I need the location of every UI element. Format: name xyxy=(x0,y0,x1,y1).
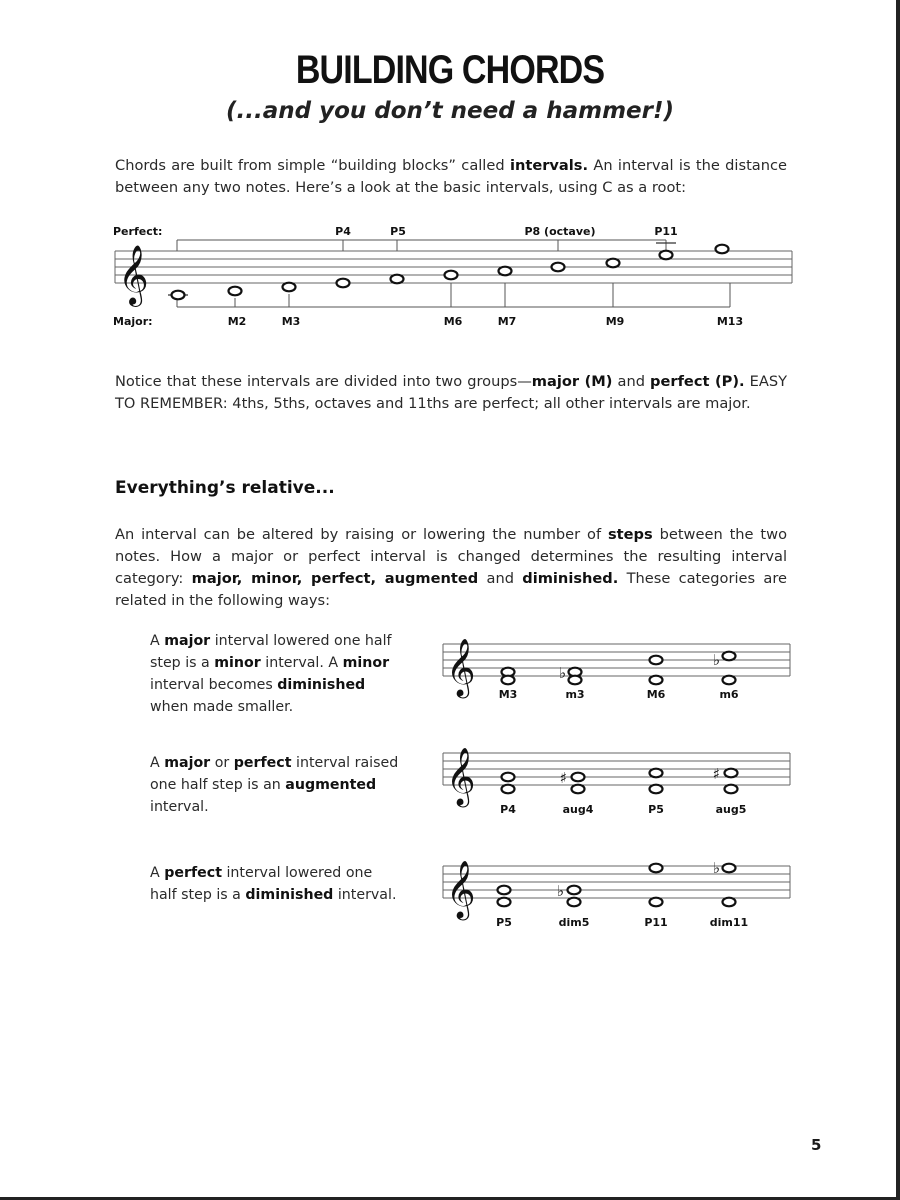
example-label: dim11 xyxy=(709,916,749,929)
rule-text-augmented: A major or perfect interval raised one half step is an augmented interval. xyxy=(150,755,399,815)
example-label: aug5 xyxy=(715,803,747,816)
note xyxy=(650,769,663,778)
note xyxy=(723,652,736,661)
example-label: P5 xyxy=(496,916,512,929)
flat-icon: ♭ xyxy=(712,651,720,669)
note xyxy=(502,785,515,794)
note xyxy=(498,898,511,907)
sharp-icon: ♯ xyxy=(559,769,567,787)
perfect-row-label: Perfect: xyxy=(113,225,163,238)
interval-label: P11 xyxy=(654,225,678,238)
note xyxy=(725,769,738,778)
example-label: P5 xyxy=(648,803,664,816)
note xyxy=(572,785,585,794)
note xyxy=(568,886,581,895)
page-subtitle: (...and you don’t need a hammer!) xyxy=(226,98,674,124)
note xyxy=(498,886,511,895)
rule-text-diminished: A perfect interval lowered one half step is a diminished interval. xyxy=(150,865,397,903)
relative-paragraph: An interval can be altered by raising or lowering the number of steps between the two notes. How a major or perfect interval is changed determines the resulting interval category: major, minor, perfect, augmented and diminished. These categories are related in the following ways: xyxy=(115,526,787,609)
note xyxy=(723,676,736,685)
note xyxy=(650,656,663,665)
example-label: M3 xyxy=(498,688,518,701)
interval-label: P4 xyxy=(335,225,351,238)
notice-paragraph: Notice that these intervals are divided into two groups—major (M) and perfect (P). EASY TO REMEMBER: 4ths, 5ths, octaves and 11ths are perfect; all other intervals are major. xyxy=(115,373,788,412)
interval-label: M6 xyxy=(443,315,463,328)
note xyxy=(723,898,736,907)
note xyxy=(502,676,515,685)
interval-label: P5 xyxy=(390,225,406,238)
treble-clef-icon: 𝄞 xyxy=(446,860,476,918)
example-staff-1 xyxy=(443,644,790,676)
example-staff-2 xyxy=(443,753,790,785)
example-label: P4 xyxy=(500,803,516,816)
sharp-icon: ♯ xyxy=(712,765,720,783)
note xyxy=(572,773,585,782)
note xyxy=(502,773,515,782)
note xyxy=(725,785,738,794)
page-number: 5 xyxy=(811,1136,822,1154)
example-label: aug4 xyxy=(562,803,594,816)
treble-clef-icon: 𝄞 xyxy=(446,638,476,696)
note xyxy=(650,864,663,873)
flat-icon: ♭ xyxy=(556,882,564,900)
rule-text-minor: A major interval lowered one half step is a minor interval. A minor interval becomes diminished when made smaller. xyxy=(150,633,392,715)
example-label: P11 xyxy=(644,916,668,929)
interval-label: M9 xyxy=(605,315,625,328)
note xyxy=(650,898,663,907)
treble-clef-icon: 𝄞 xyxy=(446,747,476,805)
note xyxy=(568,898,581,907)
page-title: BUILDING CHORDS xyxy=(295,48,605,92)
flat-icon: ♭ xyxy=(712,859,720,877)
example-label: m6 xyxy=(719,688,739,701)
flat-icon: ♭ xyxy=(558,664,566,682)
example-staff-3 xyxy=(443,866,790,898)
note xyxy=(650,676,663,685)
note xyxy=(650,785,663,794)
note xyxy=(569,676,582,685)
major-row-label: Major: xyxy=(113,315,153,328)
interval-label: M7 xyxy=(497,315,517,328)
example-label: m3 xyxy=(565,688,585,701)
intro-paragraph: Chords are built from simple “building blocks” called intervals. An interval is the distance between any two notes. Here’s a look at the basic intervals, using C as a root: xyxy=(115,157,788,196)
interval-label: M13 xyxy=(716,315,744,328)
interval-label: M3 xyxy=(281,315,301,328)
example-label: dim5 xyxy=(558,916,590,929)
treble-clef-icon: 𝄞 xyxy=(118,245,149,305)
interval-label: M2 xyxy=(227,315,247,328)
note xyxy=(723,864,736,873)
section-heading: Everything’s relative... xyxy=(115,478,335,498)
example-label: M6 xyxy=(646,688,666,701)
interval-label: P8 (octave) xyxy=(524,225,596,238)
